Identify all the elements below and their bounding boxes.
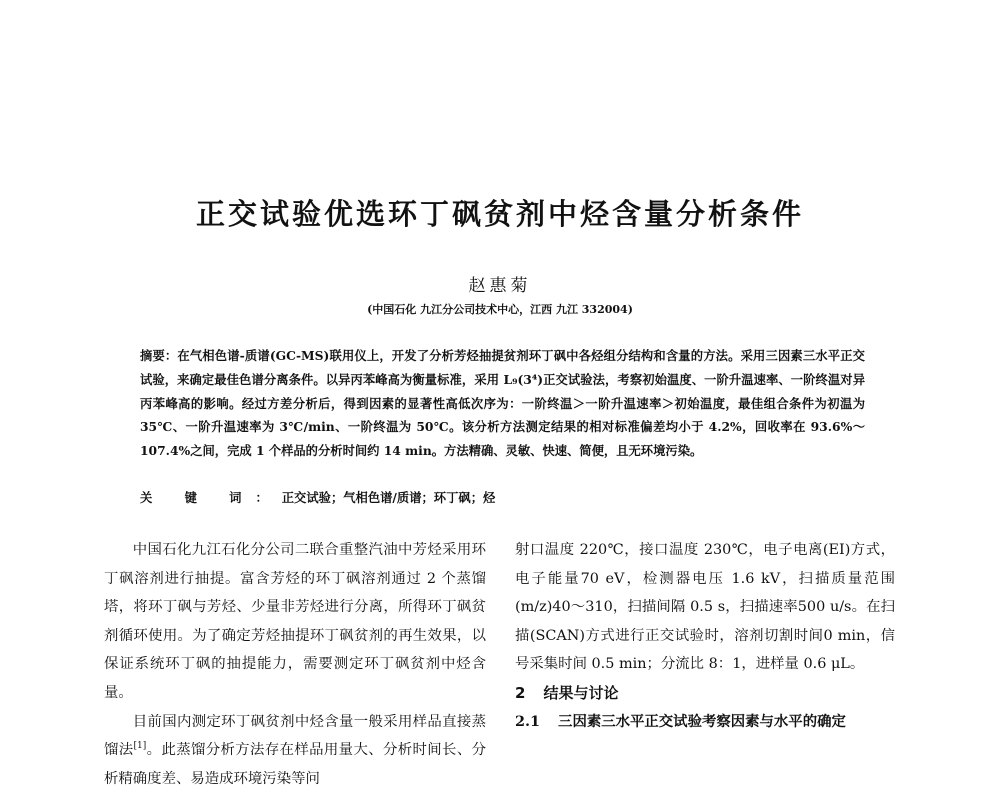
right-column xyxy=(515,536,895,736)
intro-paragraph-1: 中国石化九江石化分公司二联合重整汽油中芳烃采用环丁砜溶剂进行抽提。富含芳烃的环丁砜溶剂通过 2 个蒸馏塔，将环丁砜与芳烃、少量非芳烃进行分离，所得环丁砜贫剂循环使用。为了确定芳烃抽提环丁砜贫剂的再生效果，以保证系统环丁砜的抽提能力，需要测定环丁砜贫剂中烃含量。 xyxy=(104,542,486,701)
subsection-number: 2.1 xyxy=(515,712,541,730)
subsection-title: 三因素三水平正交试验考察因素与水平的确定 xyxy=(558,712,846,730)
intro-paragraph-2 xyxy=(104,708,486,793)
author-affiliation: (中国石化 九江分公司技术中心，江西 九江 332004) xyxy=(367,303,633,316)
section-heading xyxy=(515,679,895,708)
keywords-text: 正交试验；气相色谱/质谱；环丁砜；烃 xyxy=(281,490,496,505)
keywords-label: 关 键 词： xyxy=(140,490,282,505)
left-column xyxy=(104,536,486,793)
abstract-label: 摘要： xyxy=(140,348,178,363)
abstract-text: 在气相色谱-质谱(GC-MS)联用仪上，开发了分析芳烃抽提贫剂环丁砜中各烃组分结构和含量的方法。采用三因素三水平正交试验，来确定最佳色谱分离条件。以异丙苯峰高为衡量标准，采用 L₉(3⁴)正交试验法，考察初始温度、一阶升温速率、一阶终温对异丙苯峰高的影响。经过方差分析后，得到因素的显著性高低次序为：一阶终温＞一阶升温速率＞初始温度，最佳组合条件为初温为 35℃、一阶升温速率为 3℃/min、一阶终温为 50℃。该分析方法测定结果的相对标准偏差均小于 4.2%，回收率在 93.6%～107.4%之间，完成 1 个样品的分析时间约 14 min。方法精确、灵敏、快速、简便，且无环境污染。 xyxy=(140,348,865,459)
abstract-paragraph xyxy=(140,344,865,463)
section-title: 结果与讨论 xyxy=(543,683,619,702)
method-paragraph: 射口温度 220℃，接口温度 230℃，电子电离(EI)方式，电子能量70 eV，检测器电压 1.6 kV，扫描质量范围(m/z)40～310，扫描间隔 0.5 s，扫描速率500 u/s。在扫描(SCAN)方式进行正交试验时，溶剂切割时间0 min，信号采集时间 0.5 min；分流比 8：1，进样量 0.6 μL。 xyxy=(515,542,895,673)
abstract-block xyxy=(140,344,865,463)
section-number: 2 xyxy=(515,683,526,702)
paper-title: 正交试验优选环丁砜贫剂中烃含量分析条件 xyxy=(195,197,804,231)
intro-paragraph-2-text: 目前国内测定环丁砜贫剂中烃含量一般采用样品直接蒸馏法 xyxy=(104,713,486,759)
intro-paragraph-2-continued: 。此蒸馏分析方法存在样品用量大、分析时间长、分析精确度差、易造成环境污染等问 xyxy=(104,742,486,787)
subsection-heading xyxy=(515,708,895,737)
citation-ref: [1] xyxy=(133,741,147,752)
author-name: 赵惠菊 xyxy=(468,276,532,296)
keywords-line xyxy=(140,488,865,506)
